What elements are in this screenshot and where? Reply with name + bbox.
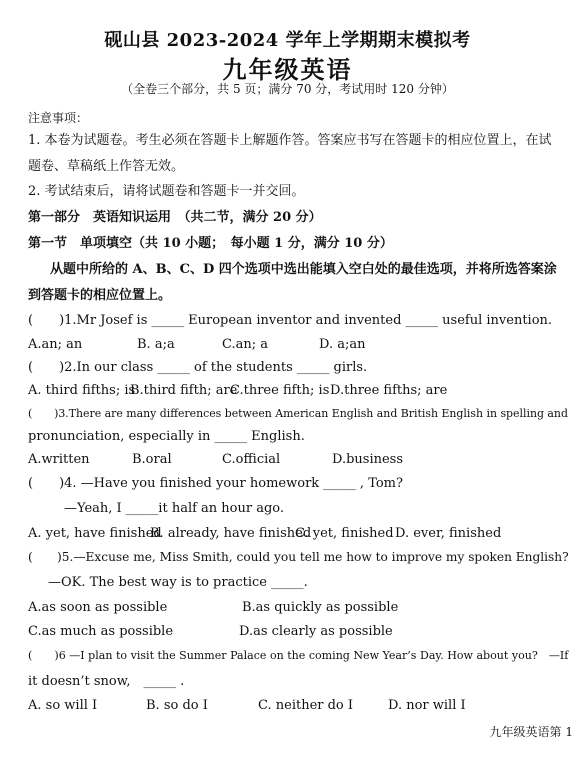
question-4-option-d: D. ever, finished [395, 526, 502, 541]
question-3-option-c: C.official [222, 452, 281, 467]
question-2-option-b: B.third fifth; are [130, 383, 238, 398]
question-4-option-c: C. yet, finished [295, 526, 394, 541]
question-5-stem-continued: —OK. The best way is to practice _____. [48, 575, 308, 590]
question-6-option-c: C. neither do I [258, 698, 354, 713]
question-1-option-c: C.an; a [222, 337, 269, 352]
question-6-option-a: A. so will I [28, 698, 98, 713]
notes-heading: 注意事项： [28, 111, 89, 125]
question-5-option-d: D.as clearly as possible [239, 624, 393, 639]
exam-info: （全卷三个部分，共 5 页；满分 70 分，考试用时 120 分钟） [121, 82, 454, 96]
question-3-stem-continued: pronunciation, especially in _____ English. [28, 429, 305, 444]
question-4-option-a: A. yet, have finished [28, 526, 162, 541]
question-6-stem-continued: it doesn’t snow, _____ . [28, 674, 185, 689]
note-1: 1. 本卷为试题卷。考生必须在答题卡上解题作答。答案应书写在答题卡的相应位置上，在试 [28, 133, 552, 148]
question-2-option-a: A. third fifths; is [28, 383, 136, 398]
instructions-line1: 从题中所给的 A、B、C、D 四个选项中选出能填入空白处的最佳选项，并将所选答案涂 [50, 262, 557, 277]
question-3-option-a: A.written [28, 452, 90, 467]
question-3-option-b: B.oral [132, 452, 172, 467]
note-2: 2. 考试结束后，请将试题卷和答题卡一并交回。 [28, 184, 305, 199]
question-6-option-b: B. so do I [146, 698, 208, 713]
question-1-stem: ( )1.Mr Josef is _____ European inventor and invented _____ useful invention. [28, 313, 553, 328]
part1-heading: 第一部分 英语知识运用 （共二节，满分 20 分） [28, 210, 322, 225]
question-6-option-d: D. nor will I [388, 698, 466, 713]
question-5-option-a: A.as soon as possible [28, 600, 168, 615]
question-5-option-b: B.as quickly as possible [242, 600, 399, 615]
question-4-stem-continued: —Yeah, I _____it half an hour ago. [64, 501, 285, 516]
exam-title: 砚山县 2023-2024 学年上学期期末模拟考 [104, 30, 471, 51]
question-4-option-b: B. already, have finished [150, 526, 312, 541]
question-3-stem: ( )3.There are many differences between American English and British English in spelling and [28, 407, 568, 420]
section1-heading: 第一节 单项填空（共 10 小题； 每小题 1 分，满分 10 分） [28, 236, 393, 251]
question-2-stem: ( )2.In our class _____ of the students _____ girls. [28, 360, 368, 375]
question-2-option-c: C.three fifth; is [230, 383, 330, 398]
question-6-stem: ( )6 —I plan to visit the Summer Palace on the coming New Year’s Day. How about you? —If [28, 649, 569, 662]
note-1-continued: 题卷、草稿纸上作答无效。 [28, 159, 185, 174]
exam-subject-title: 九年级英语 [222, 55, 353, 84]
question-1-option-b: B. a;a [137, 337, 175, 352]
question-2-option-d: D.three fifths; are [330, 383, 448, 398]
instructions-line2: 到答题卡的相应位置上。 [28, 288, 172, 303]
question-4-stem: ( )4. —Have you finished your homework _____ , Tom? [28, 476, 403, 491]
question-5-stem: ( )5.—Excuse me, Miss Smith, could you tell me how to improve my spoken English? [28, 550, 569, 564]
question-3-option-d: D.business [332, 452, 404, 467]
question-5-option-c: C.as much as possible [28, 624, 174, 639]
page-footer-label: 九年级英语第 1 [489, 725, 573, 739]
question-1-option-a: A.an; an [28, 337, 83, 352]
question-1-option-d: D. a;an [319, 337, 366, 352]
